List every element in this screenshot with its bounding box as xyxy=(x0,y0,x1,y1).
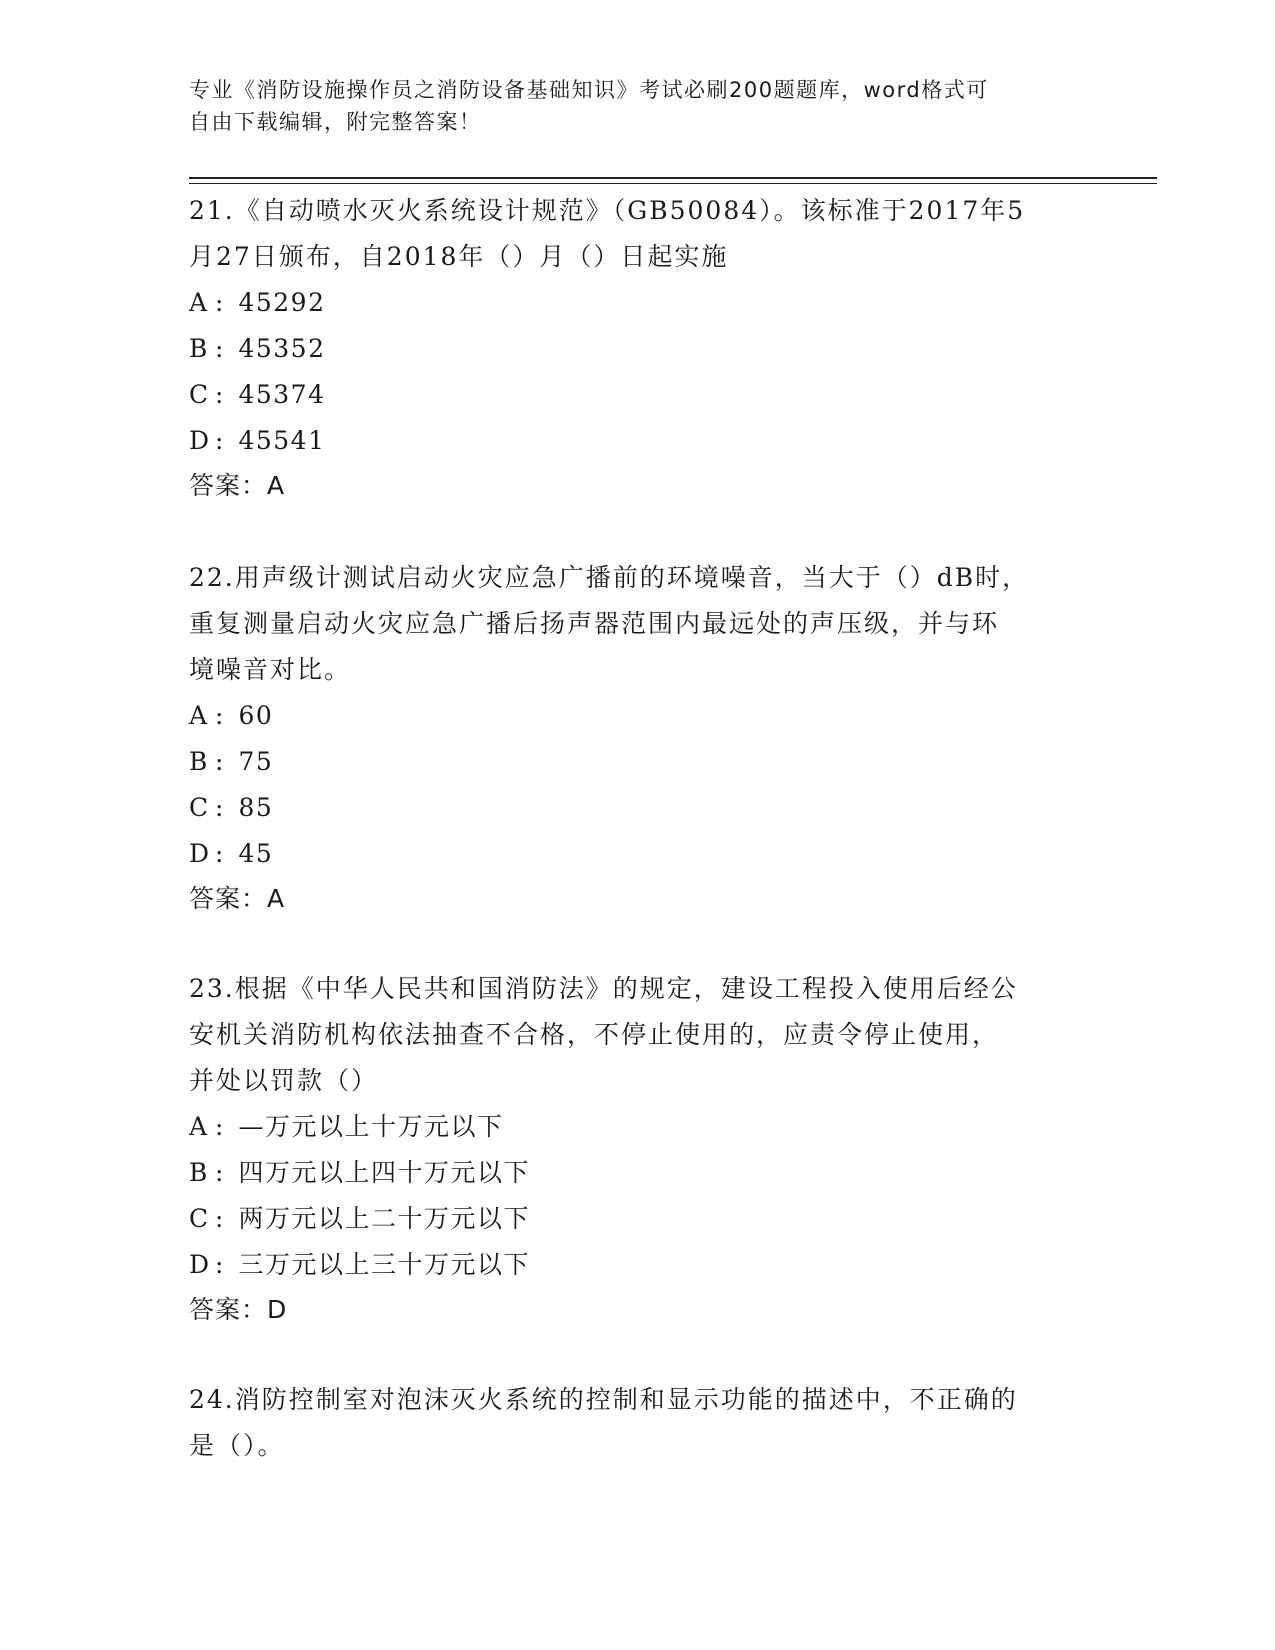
option-text: 三万元以上三十万元以下 xyxy=(238,1250,530,1279)
option-letter: D xyxy=(189,1250,211,1279)
option-letter: D xyxy=(189,426,211,455)
question-text-line: 23.根据《中华人民共和国消防法》的规定，建设工程投入使用后经公 xyxy=(189,974,1018,1003)
option-text: 两万元以上二十万元以下 xyxy=(238,1204,530,1233)
answer-label: 答案：D xyxy=(189,1295,288,1324)
option-text: 45292 xyxy=(238,288,326,317)
option-letter: A xyxy=(189,1112,209,1141)
option-c: C : 两万元以上二十万元以下 xyxy=(189,1196,1089,1242)
option-d: D : 45 xyxy=(189,831,1089,877)
header-divider-thick xyxy=(189,177,1157,179)
question-22 xyxy=(189,555,1089,921)
option-letter: C xyxy=(189,380,210,409)
option-letter: B xyxy=(189,334,209,363)
option-c: C : 45374 xyxy=(189,372,1089,418)
question-text-line: 境噪音对比。 xyxy=(189,655,352,684)
header-line-2: 自由下载编辑，附完整答案！ xyxy=(189,110,482,134)
question-text-line: 22.用声级计测试启动火灾应急广播前的环境噪音，当大于（）dB时， xyxy=(189,563,1030,592)
option-d: D : 45541 xyxy=(189,418,1089,464)
option-b: B : 45352 xyxy=(189,326,1089,372)
option-text: 85 xyxy=(238,793,274,822)
question-text-line: 安机关消防机构依法抽查不合格，不停止使用的，应责令停止使用， xyxy=(189,1020,1000,1049)
option-text: 45374 xyxy=(238,380,326,409)
option-b: B : 四万元以上四十万元以下 xyxy=(189,1150,1089,1196)
option-text: 60 xyxy=(238,701,274,730)
question-text-line: 21.《自动喷水灭火系统设计规范》（GB50084）。该标准于2017年5 xyxy=(189,196,1026,225)
question-24 xyxy=(189,1377,1089,1469)
option-letter: C xyxy=(189,1204,210,1233)
option-text: 45352 xyxy=(238,334,326,363)
option-letter: B xyxy=(189,747,209,776)
option-b: B : 75 xyxy=(189,739,1089,785)
header-divider-thin xyxy=(189,183,1157,184)
option-text: 75 xyxy=(238,747,274,776)
option-c: C : 85 xyxy=(189,785,1089,831)
option-a: A : 60 xyxy=(189,693,1089,739)
question-text-line: 24.消防控制室对泡沫灭火系统的控制和显示功能的描述中，不正确的 xyxy=(189,1385,1018,1414)
option-text: 45541 xyxy=(238,426,326,455)
option-letter: A xyxy=(189,288,209,317)
option-letter: D xyxy=(189,839,211,868)
option-letter: A xyxy=(189,701,209,730)
option-text: 45 xyxy=(238,839,274,868)
question-text-line: 是（）。 xyxy=(189,1431,285,1460)
option-letter: B xyxy=(189,1158,209,1187)
option-letter: C xyxy=(189,793,210,822)
option-a: A : —万元以上十万元以下 xyxy=(189,1104,1089,1150)
header-line-1: 专业《消防设施操作员之消防设备基础知识》考试必刷200题题库，word格式可 xyxy=(189,78,989,102)
option-text: 四万元以上四十万元以下 xyxy=(238,1158,530,1187)
question-text-line: 月27日颁布，自2018年（）月（）日起实施 xyxy=(189,242,729,271)
option-d: D : 三万元以上三十万元以下 xyxy=(189,1242,1089,1288)
question-text-line: 并处以罚款（） xyxy=(189,1066,379,1095)
question-23 xyxy=(189,966,1089,1332)
option-text: —万元以上十万元以下 xyxy=(238,1112,504,1141)
question-text-line: 重复测量启动火灾应急广播后扬声器范围内最远处的声压级，并与环 xyxy=(189,609,1000,638)
option-a: A : 45292 xyxy=(189,280,1089,326)
answer-label: 答案：A xyxy=(189,471,286,500)
answer-label: 答案：A xyxy=(189,884,286,913)
document-header xyxy=(189,74,1069,138)
question-21 xyxy=(189,188,1089,508)
